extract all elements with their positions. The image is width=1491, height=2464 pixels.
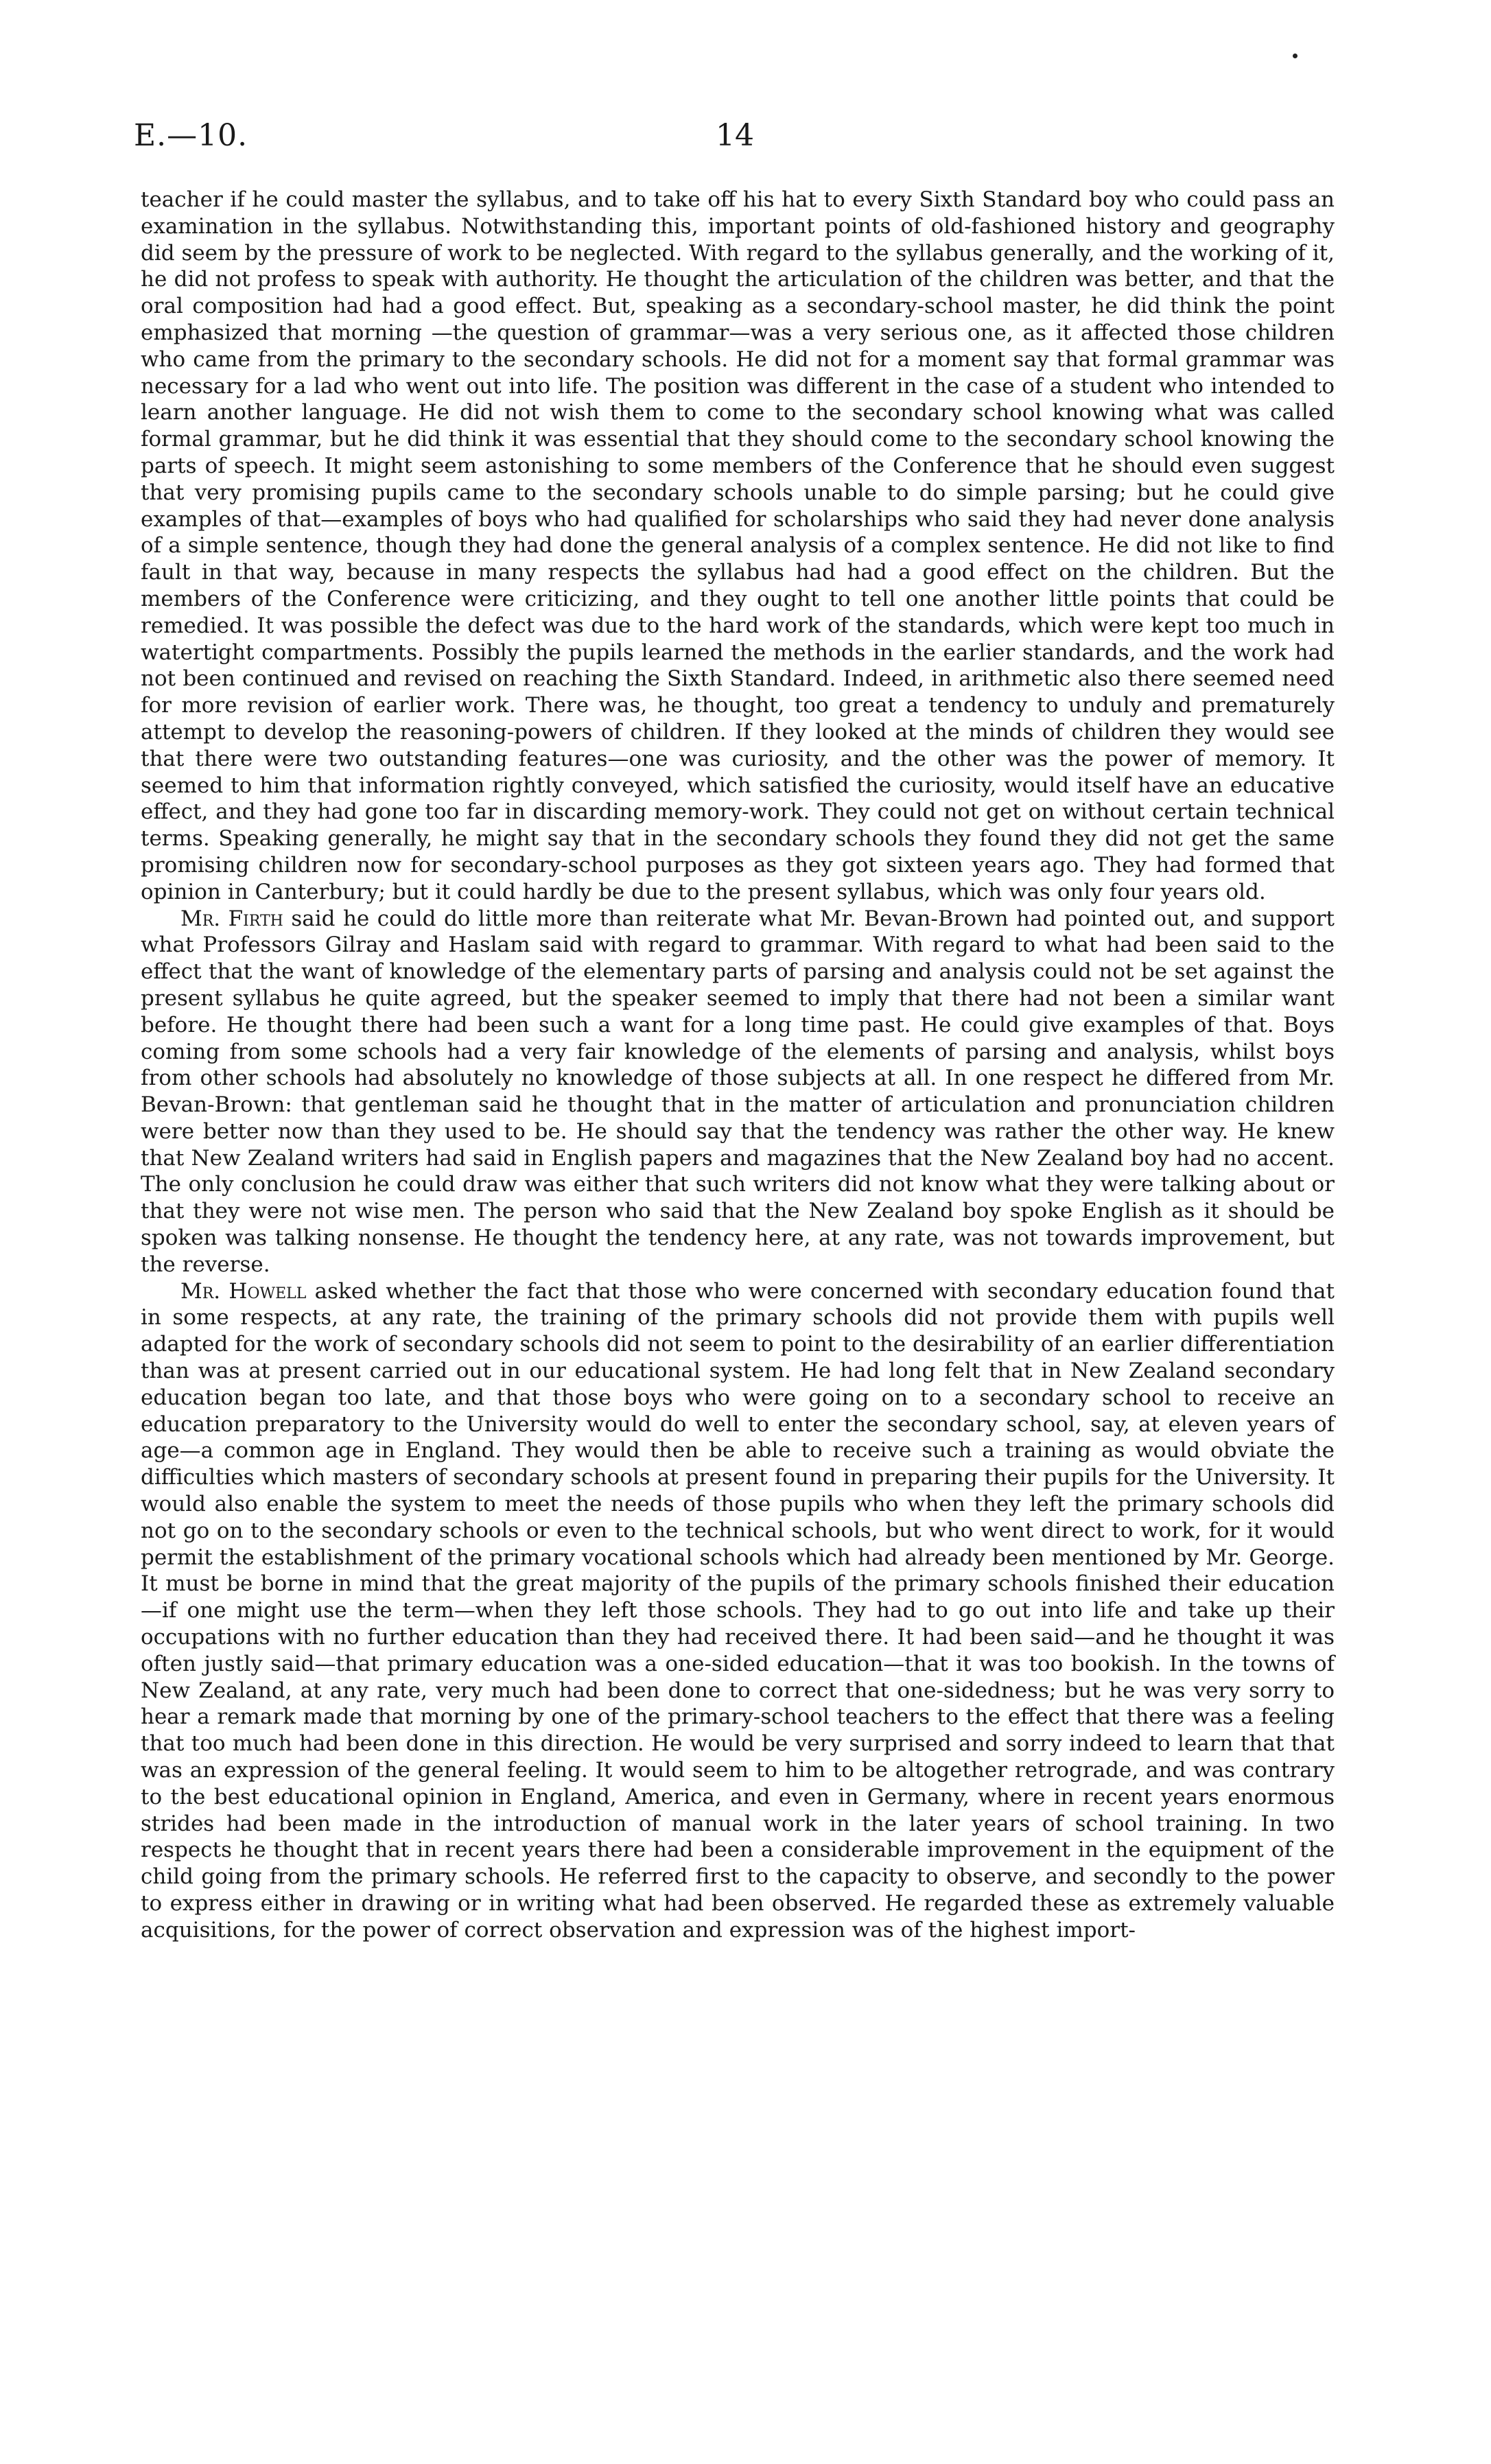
- print-mark: [1293, 54, 1298, 58]
- paragraph-text: teacher if he could master the syllabus, and to take off his hat to every Sixth Standard boy who could pass an examination in the syllabus. Notwithstanding this, important points of old-fashioned history and geography did seem by the pressure of work to be neglected. With regard to the syllabus generally, and the working of it, he did not profess to speak with authority. He thought the articulation of the children was better, and that the oral composition had had a good effect. But, speaking as a secondary-school master, he did think the point emphasized that morning —the question of grammar—was a very serious one, as it affected those children who came from the primary to the secondary schools. He did not for a moment say that formal grammar was necessary for a lad who went out into life. The position was different in the case of a student who intended to learn another language. He did not wish them to come to the secondary school knowing what was called formal grammar, but he did think it was essential that they should come to the secondary school knowing the parts of speech. It might seem astonishing to some members of the Conference that he should even suggest that very promising pupils came to the secondary schools unable to do simple parsing; but he could give examples of that—examples of boys who had qualified for scholarships who said they had never done analysis of a simple sentence, though they had done the general analysis of a complex sentence. He did not like to find fault in that way, because in many respects the syllabus had had a good effect on the children. But the members of the Conference were criticizing, and they ought to tell one another little points that could be remedied. It was possible the defect was due to the hard work of the standards, which were kept too much in watertight compartments. Possibly the pupils learned the methods in the earlier standards, and the work had not been continued and revised on reaching the Sixth Standard. Indeed, in arithmetic also there seemed need for more revision of earlier work. There was, he thought, too great a tendency to unduly and prematurely attempt to develop the reasoning-powers of children. If they looked at the minds of children they would see that there were two outstanding features—one was curiosity, and the other was the power of memory. It seemed to him that information rightly conveyed, which satisfied the curiosity, would itself have an educative effect, and they had gone too far in discarding memory-work. They could not get on without certain technical terms. Speaking generally, he might say that in the secondary schools they found they did not get the same promising children now for secondary-school purposes as they got sixteen years ago. They had formed that opinion in Canterbury; but it could hardly be due to the present syllabus, which was only four years old.: [141, 187, 1335, 904]
- paragraph-text: said he could do little more than reiterate what Mr. Bevan-Brown had pointed out, and support what Professors Gilray and Haslam said with regard to grammar. With regard to what had been said to the effect that the want of knowledge of the elementary parts of parsing and analysis could not be set against the present syllabus he quite agreed, but the speaker seemed to imply that there had not been a similar want before. He thought there had been such a want for a long time past. He could give examples of that. Boys coming from some schools had a very fair knowledge of the elements of parsing and analysis, whilst boys from other schools had absolutely no knowledge of those subjects at all. In one respect he differed from Mr. Bevan-Brown: that gentleman said he thought that in the matter of articulation and pronunciation children were better now than they used to be. He should say that the tendency was rather the other way. He knew that New Zealand writers had said in English papers and magazines that the New Zealand boy had no accent. The only conclusion he could draw was either that such writers did not know what they were talking about or that they were not wise men. The person who said that the New Zealand boy spoke English as it should be spoken was talking nonsense. He thought the tendency here, at any rate, was not towards improvement, but the reverse.: [141, 906, 1335, 1277]
- speaker-name: Mr. Firth: [180, 906, 283, 931]
- paragraph-firth: [141, 906, 1335, 1278]
- body-text: [141, 187, 1335, 1944]
- paragraph-continuation: [141, 187, 1335, 906]
- paragraph-text: asked whether the fact that those who were concerned with secondary education found that in some respects, at any rate, the training of the primary schools did not provide them with pupils well adapted for the work of secondary schools did not seem to point to the desirability of an earlier differentiation than was at present carried out in our educational system. He had long felt that in New Zealand secondary education began too late, and that those boys who were going on to a secondary school to receive an education preparatory to the University would do well to enter the secondary school, say, at eleven years of age—a common age in England. They would then be able to receive such a training as would obviate the difficulties which masters of secondary schools at present found in preparing their pupils for the University. It would also enable the system to meet the needs of those pupils who when they left the primary schools did not go on to the secondary schools or even to the technical schools, but who went direct to work, for it would permit the establishment of the primary vocational schools which had already been mentioned by Mr. George. It must be borne in mind that the great majority of the pupils of the primary schools finished their education—if one might use the term—when they left those schools. They had to go out into life and take up their occupations with no further education than they had received there. It had been said—and he thought it was often justly said—that primary education was a one-sided education—that it was too bookish. In the towns of New Zealand, at any rate, very much had been done to correct that one-sidedness; but he was very sorry to hear a remark made that morning by one of the primary-school teachers to the effect that there was a feeling that too much had been done in this direction. He would be very surprised and sorry indeed to learn that that was an expression of the general feeling. It would seem to him to be altogether retrograde, and was contrary to the best educational opinion in England, America, and even in Germany, where in recent years enormous strides had been made in the introduction of manual work in the later years of school training. In two respects he thought that in recent years there had been a considerable improvement in the equipment of the child going from the primary schools. He referred first to the capacity to observe, and secondly to the power to express either in drawing or in writing what had been observed. He regarded these as extremely valuable acquisitions, for the power of correct observation and expression was of the highest import-: [141, 1278, 1335, 1943]
- page-header: [134, 118, 1335, 159]
- paragraph-howell: [141, 1278, 1335, 1944]
- speaker-name: Mr. Howell: [180, 1278, 307, 1304]
- document-reference: E.—10.: [134, 118, 248, 153]
- page-number: 14: [716, 118, 754, 153]
